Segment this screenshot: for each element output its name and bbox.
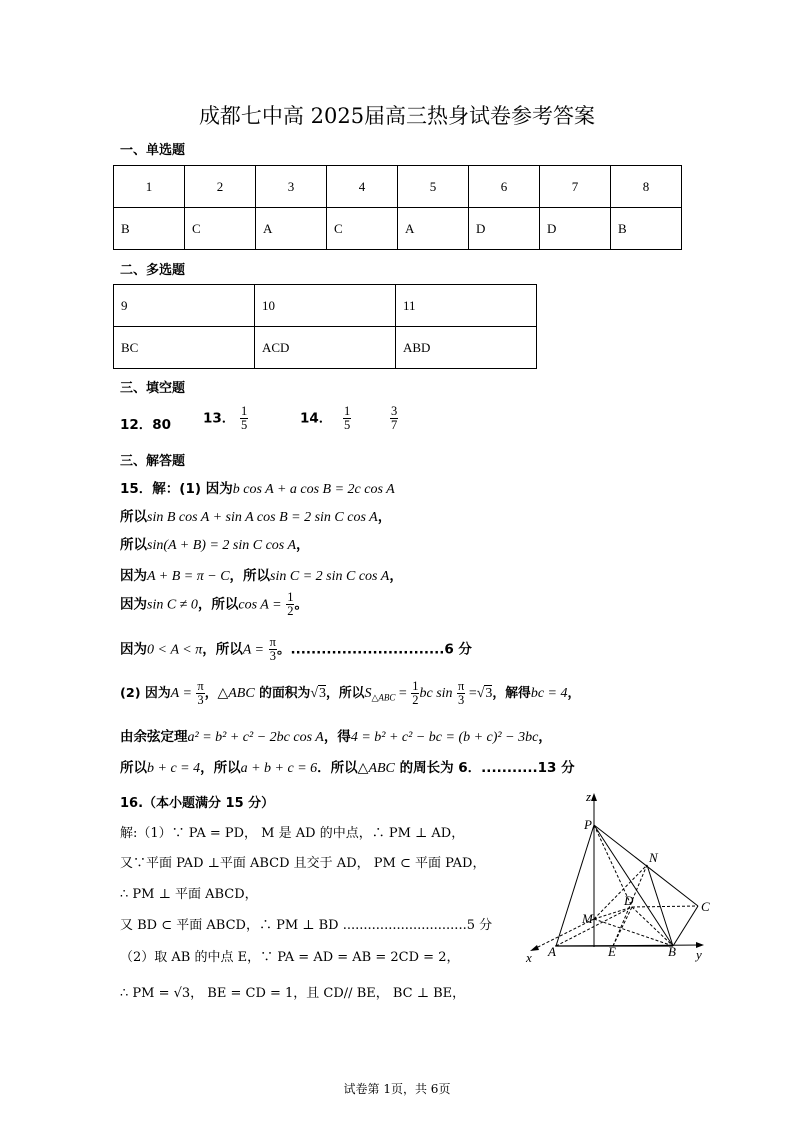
section-multi-choice-heading: 二、多选题 (120, 263, 186, 278)
q15-line-1: 15．解：(1) 因为b cos A + a cos B = 2c cos A (120, 481, 395, 497)
q16-line-4: 又 BD ⊂ 平面 ABCD，∴ PM ⊥ BD ..............................5 分 (120, 918, 493, 933)
hidden-edges (556, 825, 698, 946)
table-cell: C (185, 208, 256, 250)
q15-line-9: 所以b + c = 4，所以a + b + c = 6．所以△ABC 的周长为 6．...........13 分 (120, 760, 575, 776)
edge-PB (594, 825, 673, 946)
edge-PC (594, 825, 698, 906)
table-cell: BC (114, 327, 255, 369)
table-cell: 10 (255, 285, 396, 327)
q15-line-8: 由余弦定理a² = b² + c² − 2bc cos A，得4 = b² + c² − bc = (b + c)² − 3bc， (120, 729, 552, 745)
q16-line-6: ∴ PM = √3， BE = CD = 1，且 CD// BE， BC ⊥ BE， (120, 986, 466, 1001)
edge-NB (647, 865, 673, 946)
table-cell: B (114, 208, 185, 250)
q15-line-2: 所以sin B cos A + sin A cos B = 2 sin C cos A， (120, 509, 392, 525)
section-single-choice-heading: 一、单选题 (120, 143, 186, 158)
table-cell: A (398, 208, 469, 250)
label-z: z (586, 789, 592, 804)
label-A: A (548, 944, 556, 959)
fraction: $\frac{1}{5}$ (344, 404, 351, 433)
q16-line-2: 又∵平面 PAD ⊥平面 ABCD 且交于 AD， PM ⊂ 平面 PAD， (120, 856, 486, 871)
q13-label: 13． (203, 410, 236, 427)
q15-line-7: (2) 因为A = $\frac{\pi}{3}$ ，△ABC 的面积为√3，所以$S_{\triangle ABC}$ = $\frac{1}{2}$ bc sin $\frac{\pi}{3}$ =√3，解得bc = 4， (120, 679, 581, 708)
table-row (114, 208, 682, 250)
pyramid-figure (520, 785, 720, 970)
q15-line-4: 因为A + B = π − C，所以sin C = 2 sin C cos A， (120, 568, 403, 584)
page-title: 成都七中高 2025届高三热身试卷参考答案 (198, 104, 596, 128)
fraction: $\frac{1}{2}$ (287, 590, 294, 619)
q16-line-1: 解:（1）∵ PA = PD， M 是 AD 的中点，∴ PM ⊥ AD， (120, 826, 465, 841)
label-y: y (696, 947, 702, 962)
fraction: $\frac{1}{5}$ (241, 404, 248, 433)
table-cell: 6 (469, 166, 540, 208)
q12-answer: 12．80 (120, 417, 172, 433)
table-cell: 1 (114, 166, 185, 208)
q14-label: 14． (300, 410, 333, 427)
fraction: $\frac{\pi}{3}$ (269, 635, 276, 664)
fraction: $\frac{3}{7}$ (390, 404, 398, 433)
table-cell: 7 (540, 166, 611, 208)
section-fill-heading: 三、填空题 (120, 381, 186, 396)
table-row (114, 285, 537, 327)
table-cell: 11 (396, 285, 537, 327)
table-cell: 8 (611, 166, 682, 208)
table-cell: 3 (256, 166, 327, 208)
label-D: D (624, 893, 634, 908)
fraction: $\frac{\pi}{3}$ (197, 679, 204, 708)
q16-line-3: ∴ PM ⊥ 平面 ABCD， (120, 887, 258, 902)
label-B: B (668, 944, 676, 959)
table-row (114, 327, 537, 369)
table-cell: C (327, 208, 398, 250)
label-E: E (608, 944, 616, 959)
q16-line-5: （2）取 AB 的中点 E，∵ PA = AD = AB = 2CD = 2， (120, 950, 460, 965)
table-cell: ABD (396, 327, 537, 369)
table-cell: 4 (327, 166, 398, 208)
label-M: M (582, 911, 593, 926)
q15-line-5: 因为sin C ≠ 0，所以cos A = $\frac{1}{2}$ 。 (120, 590, 308, 619)
page-footer: 试卷第 1页，共 6页 (343, 1082, 451, 1096)
edge-PA (556, 825, 594, 946)
label-C: C (701, 899, 710, 914)
label-x: x (526, 950, 532, 965)
z-axis-arrow (591, 793, 597, 801)
table-cell: 2 (185, 166, 256, 208)
table-cell: D (540, 208, 611, 250)
table-cell: 5 (398, 166, 469, 208)
table-cell: 9 (114, 285, 255, 327)
label-N: N (649, 850, 658, 865)
single-choice-table (113, 165, 682, 250)
table-cell: A (256, 208, 327, 250)
fraction: $\frac{1}{2}$ (412, 679, 419, 708)
label-P: P (584, 817, 592, 832)
q16-heading: 16.（本小题满分 15 分） (120, 796, 275, 811)
fraction: $\frac{\pi}{3}$ (458, 679, 465, 708)
table-cell: D (469, 208, 540, 250)
q13-answer (203, 405, 248, 432)
table-cell: B (611, 208, 682, 250)
table-row (114, 166, 682, 208)
table-cell: ACD (255, 327, 396, 369)
edge-BC (673, 906, 698, 946)
q14-answer (300, 405, 398, 432)
section-solution-heading: 三、解答题 (120, 454, 186, 469)
q15-line-3: 所以sin(A + B) = 2 sin C cos A， (120, 537, 310, 553)
q15-line-6: 因为0 < A < π，所以A = $\frac{\pi}{3}$ 。..............................6 分 (120, 635, 472, 664)
multi-choice-table (113, 284, 537, 369)
